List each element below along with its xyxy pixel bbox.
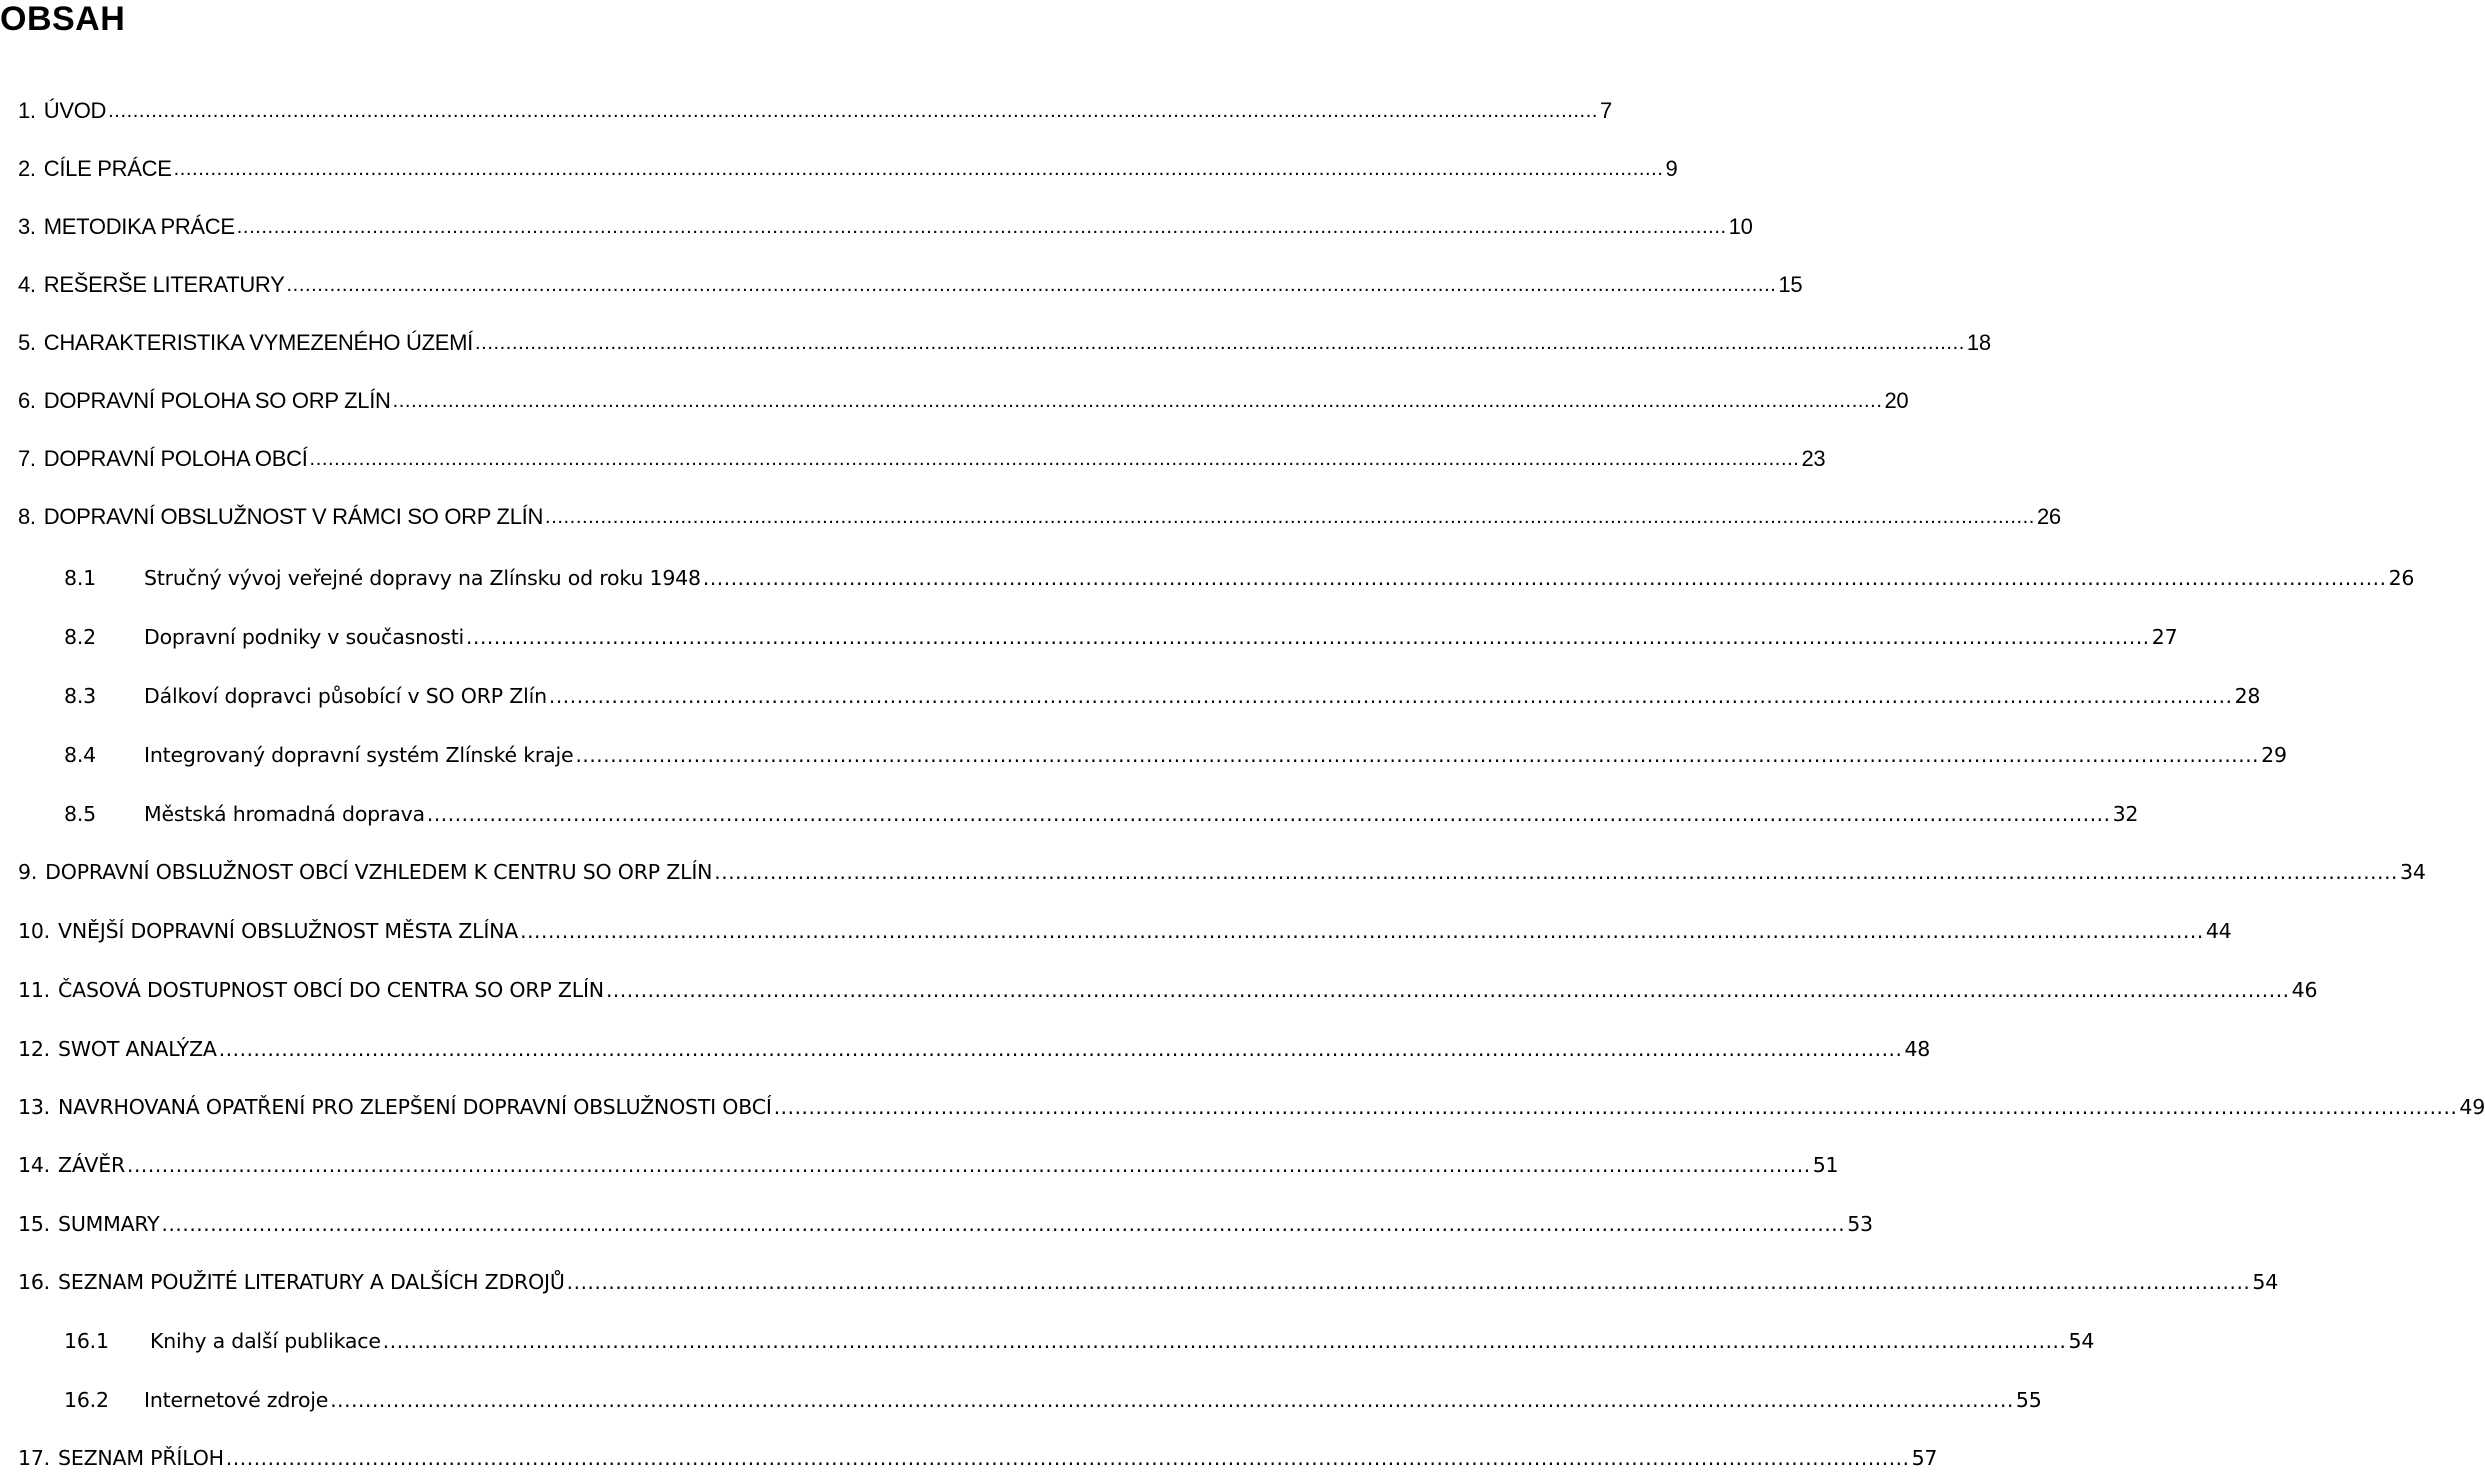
toc-entry-number: 16. [18,1270,51,1294]
toc-link-2[interactable] [18,154,1678,184]
toc-entry-title: Internetové zdroje [144,1388,329,1412]
toc-leader-dots: .................................................................................................................................................................................................................................................. [475,332,1965,354]
toc-entry-number: 2. [18,156,36,181]
toc-page-number: 44 [2205,919,2232,943]
toc-page-number: 55 [2015,1388,2042,1412]
toc-entry-number: 8. [18,504,36,529]
toc-entry-8-4 [0,740,2287,770]
toc-entry-5 [0,328,1991,358]
toc-entry-title: DOPRAVNÍ POLOHA OBCÍ [43,446,308,471]
toc-leader-dots: .................................................................................................................................................................................................................................................. [714,860,2398,884]
toc-page-number: 57 [1911,1446,1938,1470]
toc-entry-title: Dopravní podniky v současnosti [144,625,465,649]
toc-page-number: 26 [2036,504,2061,529]
toc-link-1[interactable] [18,96,1612,126]
toc-entry-8-1 [0,563,2415,593]
toc-leader-dots: .................................................................................................................................................................................................................................................. [286,274,1777,296]
toc-link-16-1[interactable] [64,1326,2095,1356]
toc-leader-dots: .................................................................................................................................................................................................................................................. [548,684,2233,708]
toc-entry-title: SEZNAM POUŽITÉ LITERATURY A DALŠÍCH ZDROJŮ [58,1270,565,1294]
toc-entry-number: 8.2 [64,625,97,649]
toc-leader-dots: .................................................................................................................................................................................................................................................. [520,919,2204,943]
toc-link-8-2[interactable] [64,622,2178,652]
toc-link-8-5[interactable] [64,799,2139,829]
toc-leader-dots: .................................................................................................................................................................................................................................................. [605,978,2290,1002]
toc-entry-number: 8.4 [64,743,97,767]
toc-page-number: 26 [2388,566,2415,590]
toc-link-16[interactable] [18,1267,2279,1297]
toc-page-number: 54 [2068,1329,2095,1353]
toc-entry-number: 8.3 [64,684,97,708]
toc-entry-9 [0,857,2426,887]
toc-entry-16 [0,1267,2279,1297]
toc-entry-number: 12. [18,1037,51,1061]
toc-entry-title: ZÁVĚR [58,1153,125,1177]
toc-entry-number: 15. [18,1212,51,1236]
toc-page-number: 49 [2459,1095,2485,1119]
toc-entry-7 [0,444,1826,474]
toc-link-8-3[interactable] [64,681,2261,711]
toc-link-7[interactable] [18,444,1826,474]
toc-link-8-1[interactable] [64,563,2415,593]
toc-entry-16-2 [0,1385,2042,1415]
toc-entry-11 [0,975,2318,1005]
toc-page-number: 20 [1884,388,1909,413]
toc-page-number: 28 [2234,684,2261,708]
toc-entry-number: 5. [18,330,36,355]
toc-leader-dots: .................................................................................................................................................................................................................................................. [127,1153,1811,1177]
toc-leader-dots: .................................................................................................................................................................................................................................................. [466,625,2150,649]
toc-entry-number: 14. [18,1153,51,1177]
toc-link-6[interactable] [18,386,1909,416]
toc-page-number: 23 [1801,446,1826,471]
toc-leader-dots: .................................................................................................................................................................................................................................................. [330,1388,2014,1412]
toc-link-10[interactable] [18,916,2232,946]
toc-leader-dots: .................................................................................................................................................................................................................................................. [309,448,1800,470]
toc-entry-14 [0,1150,1839,1180]
toc-link-16-2[interactable] [64,1385,2042,1415]
toc-entry-title: SEZNAM PŘÍLOH [58,1446,224,1470]
toc-link-5[interactable] [18,328,1991,358]
toc-entry-8-3 [0,681,2261,711]
toc-link-9[interactable] [18,857,2426,887]
toc-page-number: 9 [1665,156,1678,181]
toc-entry-title: CHARAKTERISTIKA VYMEZENÉHO ÚZEMÍ [43,330,473,355]
toc-page-number: 46 [2291,978,2318,1002]
toc-leader-dots: .................................................................................................................................................................................................................................................. [392,390,1883,412]
toc-leader-dots: .................................................................................................................................................................................................................................................. [702,566,2387,590]
toc-entry-number: 6. [18,388,36,413]
toc-entry-12 [0,1034,1931,1064]
toc-entry-3 [0,212,1753,242]
toc-link-3[interactable] [18,212,1753,242]
toc-entry-title: SWOT ANALÝZA [58,1037,217,1061]
toc-entry-number: 10. [18,919,51,943]
toc-leader-dots: .................................................................................................................................................................................................................................................. [236,216,1727,238]
toc-entry-number: 16.2 [64,1388,109,1412]
toc-entry-2 [0,154,1678,184]
toc-entry-title: VNĚJŠÍ DOPRAVNÍ OBSLUŽNOST MĚSTA ZLÍNA [58,919,519,943]
toc-entry-number: 16.1 [64,1329,109,1353]
toc-leader-dots: .................................................................................................................................................................................................................................................. [218,1037,1903,1061]
toc-entry-8-2 [0,622,2178,652]
toc-entry-6 [0,386,1909,416]
toc-page-number: 18 [1966,330,1991,355]
toc-entry-title: ČASOVÁ DOSTUPNOST OBCÍ DO CENTRA SO ORP ZLÍN [58,978,604,1002]
toc-entry-title: Integrovaný dopravní systém Zlínské kraje [144,743,574,767]
toc-leader-dots: .................................................................................................................................................................................................................................................. [161,1212,1846,1236]
toc-entry-title: SUMMARY [58,1212,160,1236]
toc-leader-dots: .................................................................................................................................................................................................................................................. [173,158,1664,180]
toc-entry-number: 1. [18,98,36,123]
toc-entry-number: 3. [18,214,36,239]
toc-leader-dots: .................................................................................................................................................................................................................................................. [566,1270,2251,1294]
toc-leader-dots: .................................................................................................................................................................................................................................................. [575,743,2260,767]
toc-link-12[interactable] [18,1034,1931,1064]
toc-entry-title: DOPRAVNÍ OBSLUŽNOST OBCÍ VZHLEDEM K CENTRU SO ORP ZLÍN [45,860,713,884]
toc-leader-dots: .................................................................................................................................................................................................................................................. [773,1095,2458,1119]
toc-leader-dots: .................................................................................................................................................................................................................................................. [426,802,2111,826]
toc-entry-10 [0,916,2232,946]
toc-entry-title: ÚVOD [43,98,107,123]
toc-link-15[interactable] [18,1209,1873,1239]
toc-page-number: 15 [1778,272,1803,297]
toc-entry-title: Dálkoví dopravci působící v SO ORP Zlín [144,684,547,708]
toc-entry-number: 11. [18,978,51,1002]
toc-entry-15 [0,1209,1873,1239]
toc-link-4[interactable] [18,270,1803,300]
toc-entry-number: 4. [18,272,36,297]
toc-page-number: 10 [1728,214,1753,239]
toc-entry-title: DOPRAVNÍ POLOHA SO ORP ZLÍN [43,388,391,413]
toc-entry-4 [0,270,1803,300]
toc-page-number: 53 [1847,1212,1873,1236]
toc-entry-17 [0,1443,1938,1473]
toc-entry-number: 8.5 [64,802,97,826]
toc-entry-title: Stručný vývoj veřejné dopravy na Zlínsku od roku 1948 [144,566,701,590]
toc-leader-dots: .................................................................................................................................................................................................................................................. [382,1329,2067,1353]
toc-entry-number: 9. [18,860,38,884]
toc-entry-title: DOPRAVNÍ OBSLUŽNOST V RÁMCI SO ORP ZLÍN [43,504,544,529]
toc-entry-title: Knihy a další publikace [150,1329,381,1353]
toc-entry-number: 13. [18,1095,51,1119]
toc-entry-13 [0,1092,2485,1122]
toc-leader-dots: .................................................................................................................................................................................................................................................. [545,506,2035,528]
toc-entry-title: REŠERŠE LITERATURY [43,272,285,297]
toc-link-11[interactable] [18,975,2318,1005]
toc-leader-dots: .................................................................................................................................................................................................................................................. [225,1446,1910,1470]
toc-page-number: 32 [2112,802,2139,826]
toc-link-8[interactable] [18,502,2061,532]
toc-page-number: 48 [1904,1037,1931,1061]
toc-entry-title: Městská hromadná doprava [144,802,425,826]
toc-entry-title: NAVRHOVANÁ OPATŘENÍ PRO ZLEPŠENÍ DOPRAVNÍ OBSLUŽNOSTI OBCÍ [58,1095,772,1119]
toc-entry-8 [0,502,2061,532]
page-title: OBSAH [0,0,126,38]
toc-leader-dots: .................................................................................................................................................................................................................................................. [108,100,1599,122]
toc-link-13[interactable] [18,1092,2485,1122]
toc-page-number: 29 [2261,743,2287,767]
toc-page-number: 7 [1600,98,1612,123]
toc-link-14[interactable] [18,1150,1839,1180]
toc-entry-number: 7. [18,446,36,471]
toc-page-number: 54 [2252,1270,2279,1294]
toc-entry-1 [0,96,1612,126]
toc-entry-16-1 [0,1326,2095,1356]
toc-entry-number: 8.1 [64,566,97,590]
toc-link-8-4[interactable] [64,740,2287,770]
toc-page-number: 51 [1812,1153,1839,1177]
toc-entry-number: 17. [18,1446,51,1470]
toc-page-number: 27 [2151,625,2178,649]
toc-page-number: 34 [2400,860,2426,884]
toc-entry-8-5 [0,799,2139,829]
toc-entry-title: METODIKA PRÁCE [43,214,235,239]
toc-entry-title: CÍLE PRÁCE [43,156,172,181]
toc-link-17[interactable] [18,1443,1938,1473]
